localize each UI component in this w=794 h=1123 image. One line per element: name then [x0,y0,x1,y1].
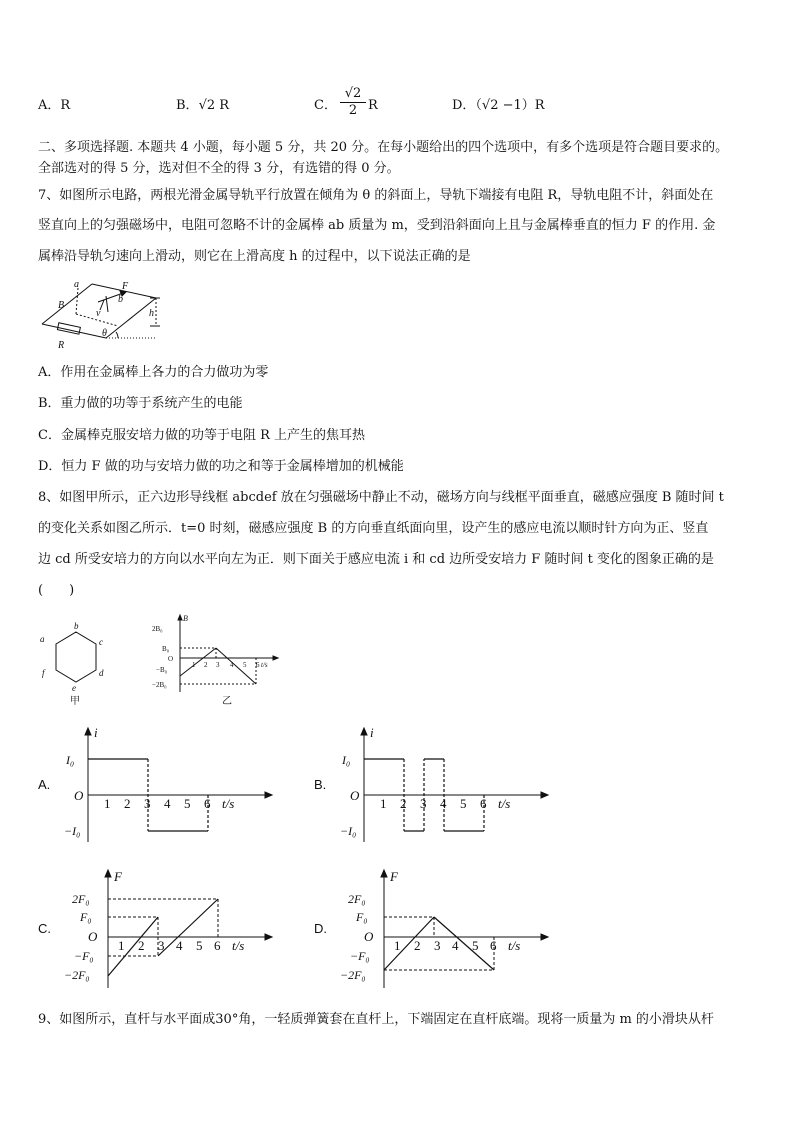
graph-d-tick-1: 1 [394,938,401,953]
graph-c-tick-6: 6 [214,938,221,953]
graph-a-tick-5: 5 [184,796,191,811]
graph-a-ylabel: i [94,725,98,740]
q7-fig-label-theta: θ [102,328,107,339]
q7-stem-line2: 竖直向上的匀强磁场中，电阻可忽略不计的金属棒 ab 质量为 m，受到沿斜面向上且与金属棒垂直的恒力 F 的作用. 金 [38,218,716,233]
q6-option-c-prefix: C． [314,98,337,113]
graph-b-tick-2: 2 [400,796,407,811]
graph-a-label: A. [38,777,51,792]
hex-vertex-a: a [40,634,45,644]
graph-d-label: D. [314,921,327,936]
bt-caption-yi: 乙 [222,696,232,707]
graph-d-y2: 2F₀ [348,892,366,906]
q6-option-a: A．R [38,98,71,113]
q6-option-c-denominator: 2 [348,103,358,118]
graph-c-yn1: −F₀ [74,949,94,963]
graph-b-tick-1: 1 [380,796,387,811]
graph-b-ylabel: i [370,725,374,740]
graph-d-tick-6: 6 [490,938,497,953]
graph-c-yn2: −2F₀ [64,968,90,982]
q8-stem-line2: 的变化关系如图乙所示．t=0 时刻，磁感应强度 B 的方向垂直纸面向里，设产生的感应电流以顺时针方向为正、竖直 [38,521,709,536]
graph-b-pos: I₀ [342,753,351,767]
graph-b-origin: O [350,788,360,803]
hex-vertex-f: f [42,668,45,678]
bt-ylabel-b0: B₀ [162,645,170,653]
graph-c-tick-5: 5 [196,938,203,953]
q6-option-d: D．（√2 −1）R [452,98,545,113]
bt-xtick-2: 2 [204,661,208,669]
bt-ylabel-neg-2b0: −2B₀ [152,681,167,689]
graph-a-tick-1: 1 [104,796,111,811]
q8-hexagon-figure [38,618,114,708]
graph-d-tick-4: 4 [452,938,459,953]
graph-b-tick-4: 4 [440,796,447,811]
q6-option-c [314,97,337,115]
graph-c-y1: F₀ [80,910,92,924]
graph-d-tick-3: 3 [434,938,441,953]
graph-a [64,724,274,846]
graph-d-yn2: −2F₀ [340,968,366,982]
q9-stem-line1: 9、如图所示，直杆与水平面成30°角，一轻质弹簧套在直杆上，下端固定在直杆底端。现将一质量为 m 的小滑块从杆 [38,1012,714,1027]
q8-stem-line3: 边 cd 所受安培力的方向以水平向左为正．则下面关于感应电流 i 和 cd 边所受安培力 F 随时间 t 变化的图象正确的是 [38,552,714,567]
bt-ylabel-o: O [168,655,174,663]
q7-option-a: A．作用在金属棒上各力的合力做功为零 [38,365,269,380]
graph-c-tick-2: 2 [138,938,145,953]
q6-option-b-prefix: B． [176,98,199,113]
q8-bt-graph [150,612,280,708]
q8-stem-line1: 8、如图甲所示，正六边形导线框 abcdef 放在匀强磁场中静止不动，磁场方向与线框平面垂直，磁感应强度 B 随时间 t [38,490,724,505]
hex-vertex-c: c [99,637,103,647]
graph-c-tick-1: 1 [118,938,125,953]
q7-stem-line1: 7、如图所示电路，两根光滑金属导轨平行放置在倾角为 θ 的斜面上，导轨下端接有电阻 R，导轨电阻不计，斜面处在 [38,188,714,203]
graph-c-y2: 2F₀ [72,892,90,906]
graph-a-neg: −I₀ [64,824,81,838]
bt-xtick-5: 5 [243,661,247,669]
q6-option-b [176,97,229,115]
q7-fig-label-B: B [58,300,65,311]
q7-option-b: B．重力做的功等于系统产生的电能 [38,396,243,411]
graph-c-origin: O [88,929,98,944]
q8-paren: ( ) [38,583,75,598]
graph-a-tick-4: 4 [164,796,171,811]
hex-caption-jia: 甲 [70,696,80,707]
hex-vertex-b: b [74,621,79,631]
graph-d-tick-2: 2 [414,938,421,953]
graph-b-xunit: t/s [498,796,511,811]
graph-d-yn1: −F₀ [350,949,370,963]
q7-fig-label-h: h [149,308,154,319]
graph-d-y1: F₀ [356,910,368,924]
section2-line1: 二、多项选择题. 本题共 4 小题，每小题 5 分，共 20 分。在每小题给出的四个选项中，有多个选项是符合题目要求的。 [38,140,729,155]
q6-option-b-value: √2 R [198,98,230,113]
graph-b-neg: −I₀ [340,824,357,838]
graph-a-tick-6: 6 [204,796,211,811]
graph-d-tick-5: 5 [472,938,479,953]
q7-fig-label-R: R [58,340,65,351]
graph-b-label: B. [314,777,327,792]
q6-option-c-numerator: √2 [340,86,366,103]
bt-axis-x: t/s [261,661,268,669]
bt-xtick-3: 3 [216,661,220,669]
bt-ylabel-neg-b0: −B₀ [156,666,168,674]
q7-rail-figure [38,278,168,352]
q7-fig-label-a: a [74,279,79,290]
hex-vertex-d: d [99,668,104,678]
graph-d-origin: O [364,929,374,944]
q7-stem-line3: 属棒沿导轨匀速向上滑动，则它在上滑高度 h 的过程中，以下说法正确的是 [38,249,471,264]
q7-option-d: D．恒力 F 做的功与安培力做的功之和等于金属棒增加的机械能 [38,459,404,474]
graph-c-label: C. [38,921,51,936]
graph-a-tick-3: 3 [144,796,151,811]
bt-xtick-6: 6 [256,661,260,669]
q7-option-c: C．金属棒克服安培力做的功等于电阻 R 上产生的焦耳热 [38,428,365,443]
graph-a-pos: I₀ [66,753,75,767]
graph-c-ylabel: F [114,869,122,884]
q7-fig-label-v: v [96,308,101,319]
section2-line2: 全部选对的得 5 分，选对但不全的得 3 分，有选错的得 0 分。 [38,161,400,176]
q7-fig-label-F: F [122,281,129,292]
q7-fig-label-b: b [118,294,123,305]
graph-a-tick-2: 2 [124,796,131,811]
graph-d-ylabel: F [390,869,398,884]
q6-option-c-r: R [368,98,378,113]
graph-a-xunit: t/s [222,796,235,811]
graph-d-xunit: t/s [508,938,521,953]
bt-ylabel-2b0: 2B₀ [152,625,163,633]
graph-d [340,868,550,990]
graph-b [340,724,550,846]
graph-c-tick-3: 3 [158,938,165,953]
graph-b-tick-6: 6 [480,796,487,811]
hex-vertex-e: e [72,683,76,693]
graph-c [64,868,274,990]
bt-xtick-4: 4 [230,661,234,669]
graph-b-tick-3: 3 [420,796,427,811]
graph-a-origin: O [74,788,84,803]
graph-c-tick-4: 4 [176,938,183,953]
graph-c-xunit: t/s [232,938,245,953]
graph-b-tick-5: 5 [460,796,467,811]
bt-xtick-1: 1 [192,661,196,669]
q6-option-c-fraction [340,86,366,119]
bt-axis-y: B [183,614,188,623]
